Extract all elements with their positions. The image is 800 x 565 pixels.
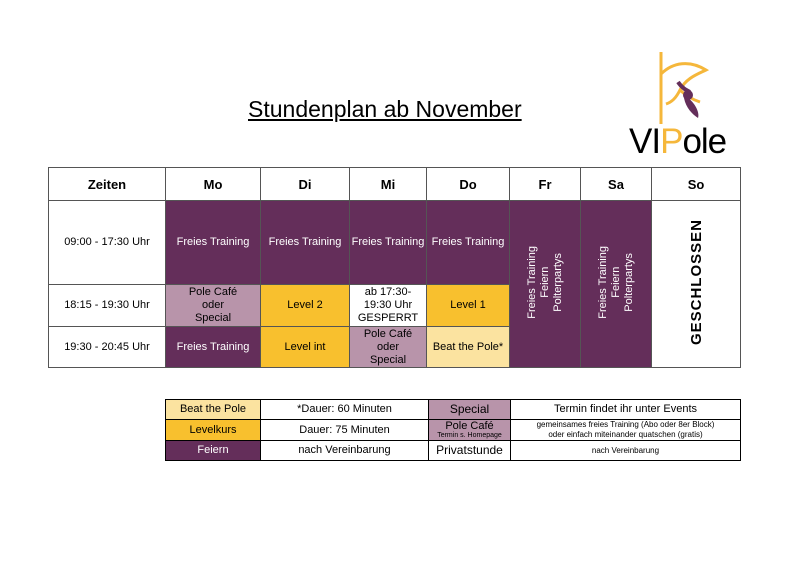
cell-line: Special bbox=[194, 312, 232, 324]
legend-key-special: Special bbox=[429, 400, 511, 420]
cell-line: Special bbox=[369, 353, 407, 366]
legend-row bbox=[166, 441, 741, 461]
fr-line: Feiern bbox=[538, 266, 551, 298]
legend-value: nach Vereinbarung bbox=[261, 441, 429, 461]
cell-line: Pole Café bbox=[188, 286, 238, 298]
cell-di-3: Level int bbox=[261, 327, 350, 368]
cell-di-2: Level 2 bbox=[261, 285, 350, 327]
legend-value bbox=[511, 420, 741, 441]
legend-key-cafe bbox=[429, 420, 511, 441]
legend-key-cafe-label: Pole Café bbox=[445, 420, 494, 432]
time-cell: 09:00 - 17:30 Uhr bbox=[49, 201, 166, 285]
legend-key-feiern: Feiern bbox=[166, 441, 261, 461]
sa-line: Polterpartys bbox=[622, 252, 635, 312]
cell-sa bbox=[581, 201, 652, 368]
header-do: Do bbox=[427, 168, 510, 201]
legend-value: nach Vereinbarung bbox=[511, 441, 741, 461]
logo-part-p: P bbox=[660, 122, 683, 161]
header-fr: Fr bbox=[510, 168, 581, 201]
cell-mo-3: Freies Training bbox=[166, 327, 261, 368]
logo-part-vi: VI bbox=[629, 122, 661, 161]
cell-mi-3 bbox=[350, 327, 427, 368]
legend-line: oder einfach miteinander quatschen (gratis) bbox=[548, 430, 703, 439]
cell-do-1: Freies Training bbox=[427, 201, 510, 285]
fr-line: Freies Training bbox=[525, 245, 538, 319]
fr-text bbox=[526, 246, 565, 319]
header-mo: Mo bbox=[166, 168, 261, 201]
page-title: Stundenplan ab November bbox=[248, 96, 522, 122]
header-di: Di bbox=[261, 168, 350, 201]
header-mi: Mi bbox=[350, 168, 427, 201]
cell-so bbox=[652, 201, 741, 368]
header-sa: Sa bbox=[581, 168, 652, 201]
time-cell: 18:15 - 19:30 Uhr bbox=[49, 285, 166, 327]
cell-line: oder bbox=[376, 340, 400, 353]
sa-text bbox=[597, 246, 636, 319]
logo-part-ole: ole bbox=[682, 122, 727, 161]
time-cell: 19:30 - 20:45 Uhr bbox=[49, 327, 166, 368]
legend-key-cafe-sub: Termin s. Homepage bbox=[437, 432, 502, 439]
legend-key-private: Privatstunde bbox=[429, 441, 511, 461]
legend-key-level: Levelkurs bbox=[166, 420, 261, 441]
legend-row bbox=[166, 400, 741, 420]
cell-do-3: Beat the Pole* bbox=[427, 327, 510, 368]
header-so: So bbox=[652, 168, 741, 201]
cell-mi-2 bbox=[350, 285, 427, 327]
legend-table bbox=[165, 399, 741, 461]
cell-do-2: Level 1 bbox=[427, 285, 510, 327]
sa-line: Freies Training bbox=[596, 245, 609, 319]
legend-row bbox=[166, 420, 741, 441]
cell-line: GESPERRT bbox=[357, 312, 419, 324]
logo-text bbox=[629, 122, 726, 162]
schedule-header-row bbox=[49, 168, 741, 201]
fr-line: Polterpartys bbox=[551, 252, 564, 312]
cell-mo-1: Freies Training bbox=[166, 201, 261, 285]
schedule-table bbox=[48, 167, 741, 368]
cell-line: Pole Café bbox=[363, 327, 413, 340]
header-times: Zeiten bbox=[49, 168, 166, 201]
legend-key-beat: Beat the Pole bbox=[166, 400, 261, 420]
cell-line: oder bbox=[201, 299, 225, 311]
cell-di-1: Freies Training bbox=[261, 201, 350, 285]
legend-value: Termin findet ihr unter Events bbox=[511, 400, 741, 420]
cell-mo-2 bbox=[166, 285, 261, 327]
table-row bbox=[49, 201, 741, 285]
cell-mi-1: Freies Training bbox=[350, 201, 427, 285]
legend-value: *Dauer: 60 Minuten bbox=[261, 400, 429, 420]
closed-label: GESCHLOSSEN bbox=[687, 218, 705, 346]
legend-value: Dauer: 75 Minuten bbox=[261, 420, 429, 441]
legend-line: gemeinsames freies Training (Abo oder 8er Block) bbox=[536, 420, 715, 429]
cell-line: 19:30 Uhr bbox=[363, 299, 413, 311]
sa-line: Feiern bbox=[609, 266, 622, 298]
cell-line: ab 17:30- bbox=[364, 286, 412, 298]
cell-fr bbox=[510, 201, 581, 368]
